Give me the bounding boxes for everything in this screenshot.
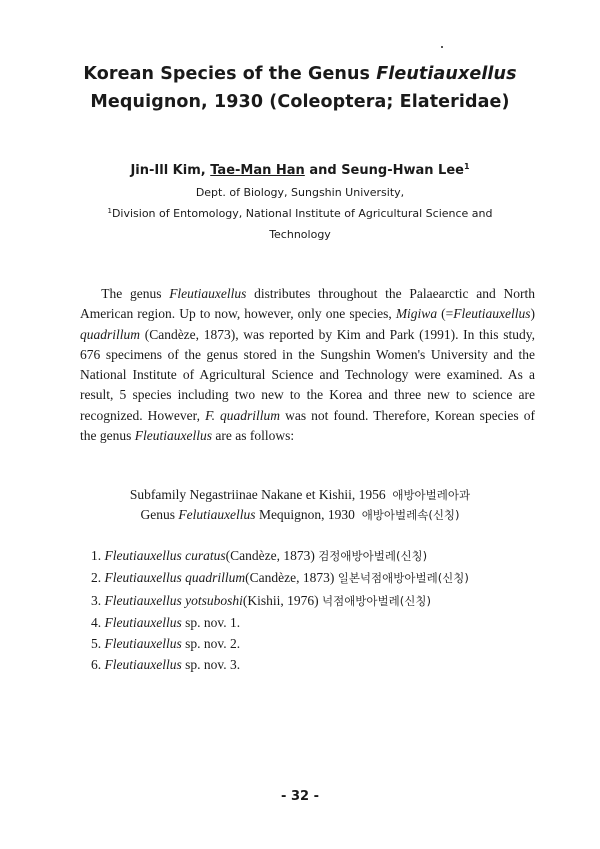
genus-name: Felutiauxellus [178, 507, 256, 522]
species-author: (Kishii, 1976) [242, 592, 319, 608]
scan-speck [441, 46, 443, 48]
species-author: (Candèze, 1873) [245, 570, 335, 586]
species-name: Fleutiauxellus [104, 636, 182, 652]
species-italic: quadrillum [80, 326, 141, 342]
abstract-text: distributes throughout the Palaearctic and North American region. Up to now, however, only one species, [80, 286, 536, 322]
affiliation-mark: 1 [107, 207, 112, 215]
item-number: 5. [91, 636, 102, 652]
species-author: (Candèze, 1873) [225, 548, 315, 563]
title-genus: Fleutiauxellus [376, 64, 517, 84]
author-3: and Seung-Hwan Lee [304, 163, 464, 178]
species-name: Fleutiauxellus quadrillum [104, 570, 246, 586]
list-item [91, 590, 469, 612]
author-1: Jin-Ill Kim, [130, 163, 211, 178]
genus-italic: Fleutiauxellus [134, 428, 212, 444]
species-name: Fleutiauxellus [104, 657, 182, 673]
list-item [91, 567, 469, 589]
list-item [91, 633, 469, 654]
item-number: 6. [91, 657, 102, 673]
list-item [91, 545, 469, 567]
affiliation-1: Dept. of Biology, Sungshin University, [195, 186, 405, 199]
abstract-text: The genus [101, 286, 170, 301]
item-number: 4. [91, 614, 102, 630]
species-author: sp. nov. 3. [181, 657, 241, 673]
species-name: Fleutiauxellus [104, 614, 182, 630]
abstract-text: are as follows: [211, 428, 295, 444]
affiliation-2 [40, 203, 560, 224]
title-line-1 [40, 60, 560, 88]
abstract-paragraph [80, 284, 535, 446]
species-korean: 넉점애방아벌레(신칭) [321, 593, 431, 608]
genus-italic: Fleutiauxellus [169, 286, 247, 301]
species-italic: F. quadrillum [205, 407, 281, 423]
genus-italic: Migiwa [395, 306, 438, 322]
affiliation-2-text: Division of Entomology, National Institute of Agricultural Science and [111, 207, 493, 220]
list-item [91, 612, 469, 633]
species-author: sp. nov. 1. [181, 614, 241, 630]
species-list [91, 545, 469, 676]
item-number: 3. [91, 592, 102, 608]
page-number: - 32 - [281, 789, 319, 804]
genus-italic: Fleutiauxellus [453, 306, 531, 322]
genus-author: Mequignon, 1930 [255, 507, 355, 522]
abstract-text: (Candèze, 1873), was reported by Kim and Park (1991). In this study, 676 specimens of the genus stored in the Sungshin Women's University and the National Institute of Agricultural Science and Technology were examined. As a result, 5 species including two new to the Korea and three new to science are recognized. However, [80, 326, 535, 423]
species-korean: 검정애방아벌레(신칭) [318, 549, 428, 563]
item-number: 2. [91, 570, 102, 586]
affiliations [40, 182, 560, 245]
title-line-2: Mequignon, 1930 (Coleoptera; Elateridae) [90, 92, 510, 112]
paper-title [40, 60, 560, 116]
abstract-text: ) [530, 306, 536, 322]
item-number: 1. [91, 548, 102, 563]
classification-block [60, 485, 540, 525]
author-2-underlined: Tae-Man Han [210, 163, 305, 178]
affiliation-2-cont: Technology [269, 228, 331, 241]
abstract-text: (= [437, 306, 454, 322]
genus-label: Genus [140, 507, 179, 522]
abstract-text: was not found. Therefore, Korean species of the genus [80, 407, 535, 444]
genus-line [60, 505, 540, 525]
subfamily-line [60, 485, 540, 505]
title-text: Korean Species of the Genus [83, 64, 377, 84]
subfamily-korean: 애방아벌레아과 [392, 488, 471, 502]
genus-korean: 애방아벌레속(신칭) [361, 508, 460, 522]
species-name: Fleutiauxellus curatus [104, 548, 226, 563]
species-korean: 일본넉점애방아벌레(신칭) [337, 571, 469, 586]
species-author: sp. nov. 2. [181, 636, 241, 652]
list-item [91, 654, 469, 675]
author-list [40, 162, 560, 180]
species-name: Fleutiauxellus yotsuboshi [104, 592, 243, 608]
author-affiliation-mark: 1 [463, 162, 470, 171]
subfamily-name: Subfamily Negastriinae Nakane et Kishii, 1956 [129, 487, 386, 502]
